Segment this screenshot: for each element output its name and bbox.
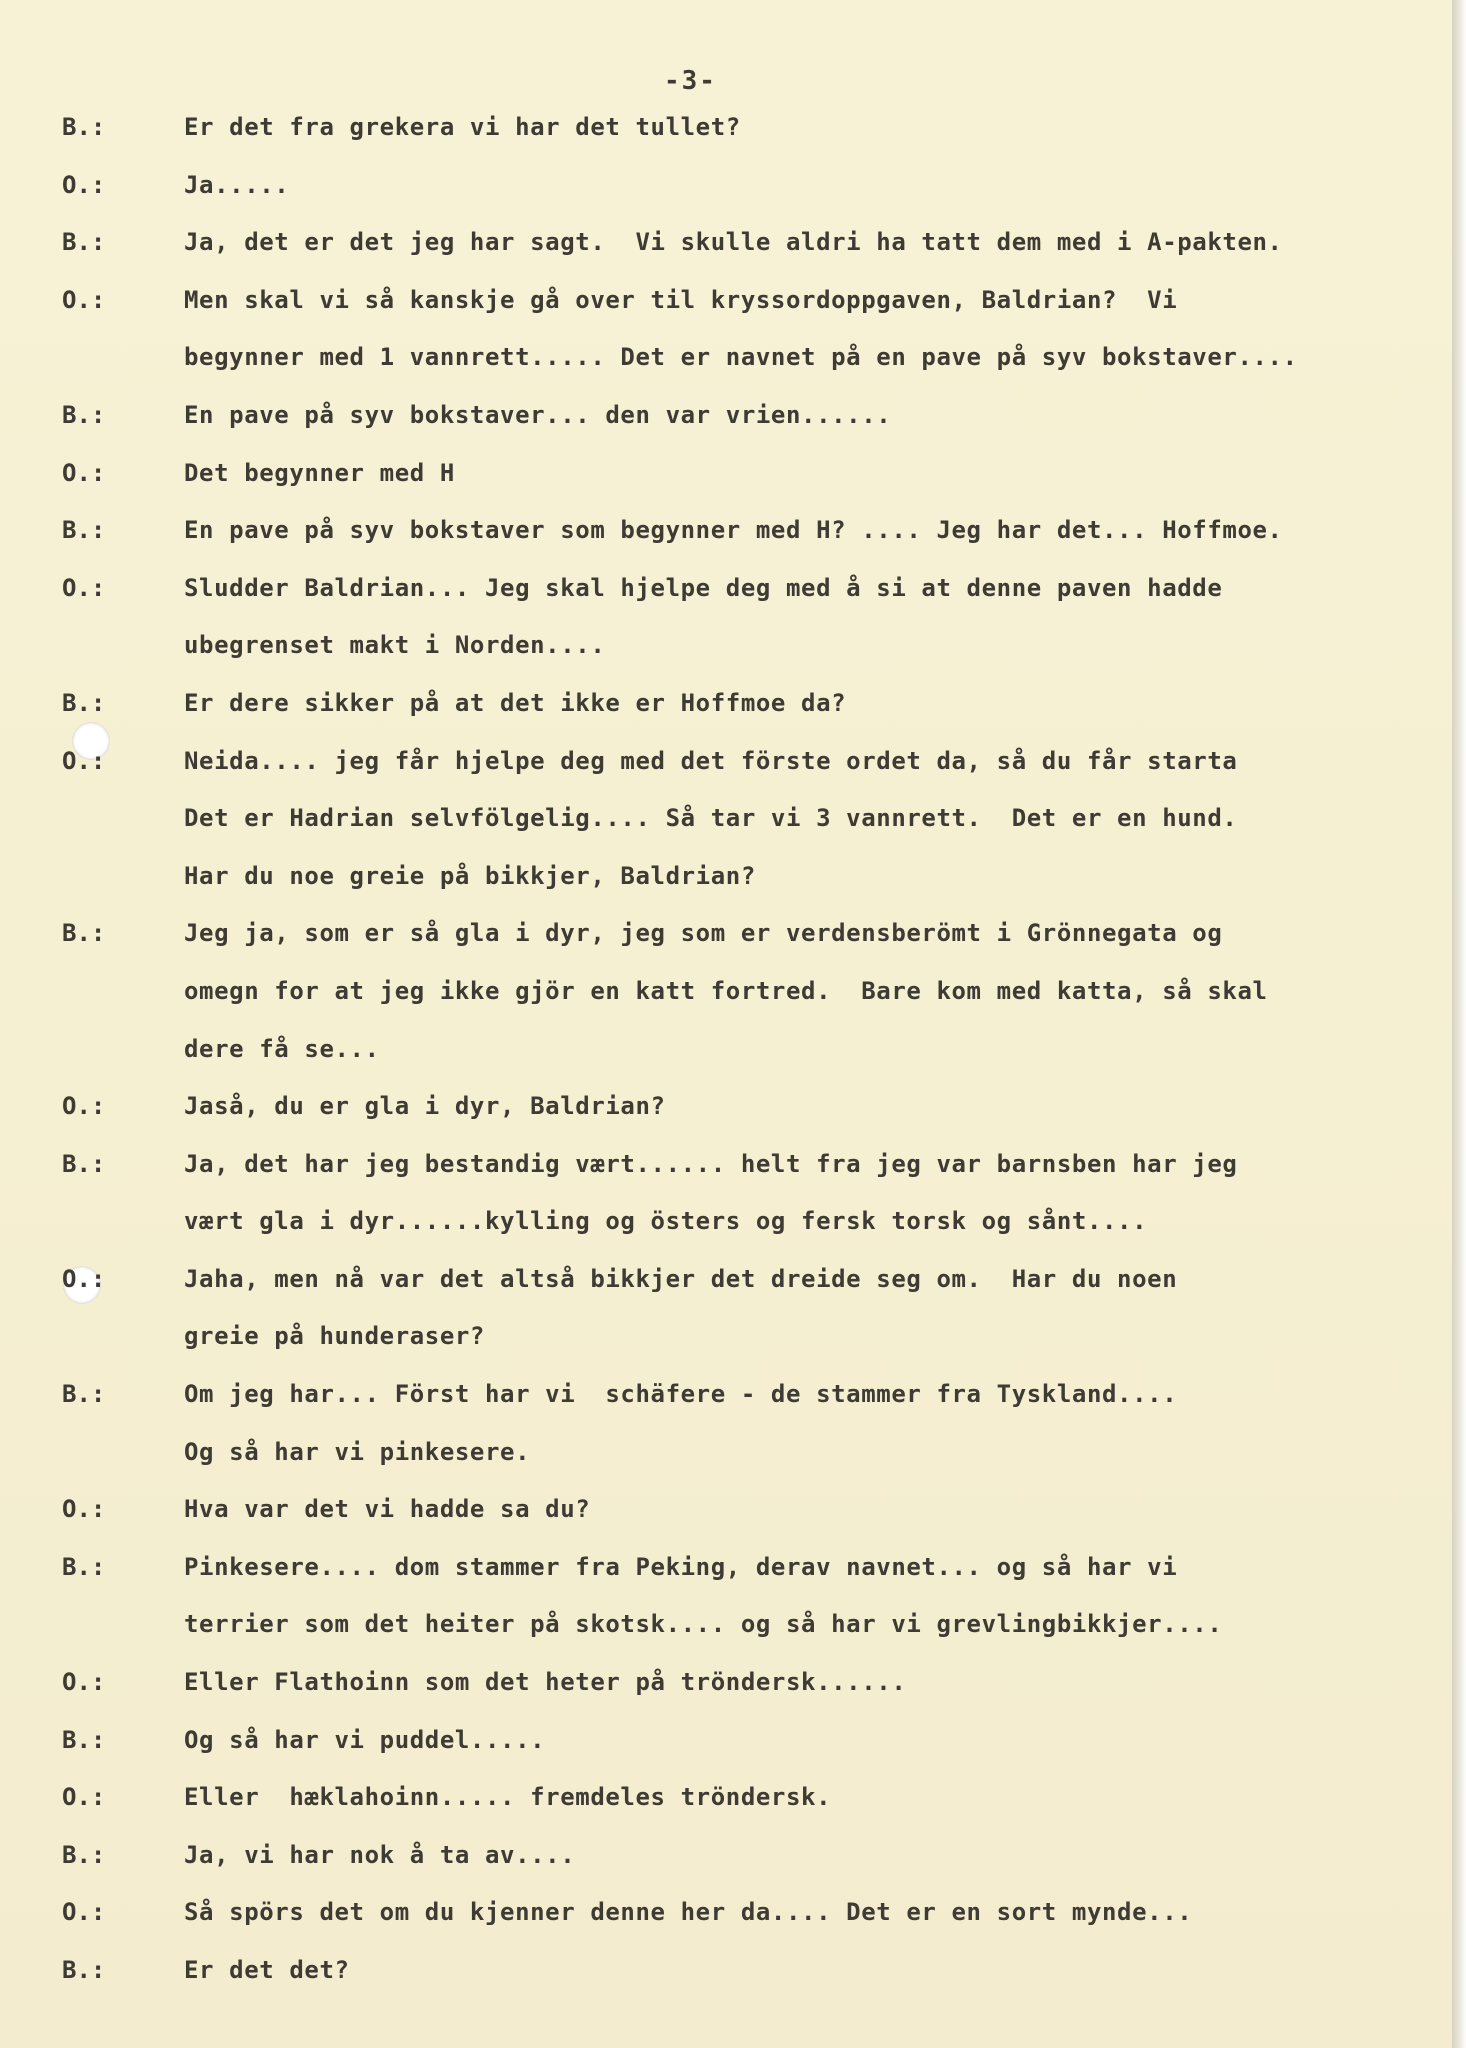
speaker-label: O.: xyxy=(62,1668,106,1697)
transcript-line xyxy=(0,342,1452,400)
transcript-line xyxy=(0,285,1452,343)
transcript-line xyxy=(0,688,1452,746)
speaker-label: B.: xyxy=(62,228,106,257)
line-text: Så spörs det om du kjenner denne her da.... Det er en sort mynde... xyxy=(184,1898,1193,1927)
speaker-label: B.: xyxy=(62,1552,106,1581)
line-text: Er det det? xyxy=(184,1956,350,1984)
speaker-label: O.: xyxy=(62,1495,106,1524)
transcript-line xyxy=(0,976,1452,1034)
line-text: Pinkesere.... dom stammer fra Peking, derav navnet... og så har vi xyxy=(184,1552,1178,1581)
line-text: dere få se... xyxy=(184,1034,380,1063)
line-text: Neida.... jeg får hjelpe deg med det förste ordet da, så du får starta xyxy=(184,746,1238,775)
transcript-line xyxy=(0,1897,1452,1955)
speaker-label: O.: xyxy=(62,170,106,199)
speaker-label: O.: xyxy=(62,1898,106,1927)
transcript-line xyxy=(0,1609,1452,1667)
transcript-line xyxy=(0,1667,1452,1725)
line-text: terrier som det heiter på skotsk.... og så har vi grevlingbikkjer.... xyxy=(184,1610,1223,1639)
line-text: Ja, det har jeg bestandig vært...... helt fra jeg var barnsben har jeg xyxy=(184,1149,1238,1178)
transcript-line xyxy=(0,400,1452,458)
transcript-line xyxy=(0,1321,1452,1379)
line-text: Eller hæklahoinn..... fremdeles tröndersk. xyxy=(184,1783,832,1812)
transcript xyxy=(0,112,1452,2013)
line-text: En pave på syv bokstaver... den var vrien...... xyxy=(184,400,892,429)
speaker-label: B.: xyxy=(62,1725,106,1754)
speaker-label: O.: xyxy=(62,458,106,487)
line-text: Ja..... xyxy=(184,170,290,199)
transcript-line xyxy=(0,1091,1452,1149)
line-text: Er det fra grekera vi har det tullet? xyxy=(184,113,741,141)
transcript-line xyxy=(0,1955,1452,2013)
transcript-line xyxy=(0,1206,1452,1264)
speaker-label: B.: xyxy=(62,1149,106,1178)
line-text: Jaså, du er gla i dyr, Baldrian? xyxy=(184,1092,666,1121)
transcript-line xyxy=(0,573,1452,631)
line-text: En pave på syv bokstaver som begynner med H? .... Jeg har det... Hoffmoe. xyxy=(184,516,1283,545)
transcript-line xyxy=(0,861,1452,919)
line-text: Har du noe greie på bikkjer, Baldrian? xyxy=(184,861,756,890)
speaker-label: O.: xyxy=(62,746,106,775)
transcript-line xyxy=(0,746,1452,804)
line-text: Og så har vi pinkesere. xyxy=(184,1437,531,1466)
line-text: Og så har vi puddel..... xyxy=(184,1725,546,1754)
line-text: Om jeg har... Först har vi schäfere - de stammer fra Tyskland.... xyxy=(184,1380,1178,1409)
transcript-line xyxy=(0,458,1452,516)
line-text: Sludder Baldrian... Jeg skal hjelpe deg med å si at denne paven hadde xyxy=(184,573,1223,602)
transcript-line xyxy=(0,515,1452,573)
line-text: greie på hunderaser? xyxy=(184,1322,485,1351)
speaker-label: B.: xyxy=(62,1840,106,1869)
speaker-label: O.: xyxy=(62,1264,106,1293)
line-text: Ja, vi har nok å ta av.... xyxy=(184,1840,576,1869)
speaker-label: O.: xyxy=(62,1092,106,1121)
speaker-label: B.: xyxy=(62,1380,106,1409)
line-text: Men skal vi så kanskje gå over til kryssordoppgaven, Baldrian? Vi xyxy=(184,285,1178,314)
speaker-label: B.: xyxy=(62,919,106,948)
transcript-line xyxy=(0,112,1452,170)
line-text: Ja, det er det jeg har sagt. Vi skulle aldri ha tatt dem med i A-pakten. xyxy=(184,228,1283,257)
page-number: -3- xyxy=(664,66,717,96)
speaker-label: B.: xyxy=(62,400,106,429)
transcript-line xyxy=(0,803,1452,861)
transcript-line xyxy=(0,1034,1452,1092)
transcript-line xyxy=(0,1494,1452,1552)
paper-edge xyxy=(1452,0,1466,2048)
line-text: ubegrenset makt i Norden.... xyxy=(184,631,606,660)
transcript-line xyxy=(0,1437,1452,1495)
line-text: Jaha, men nå var det altså bikkjer det dreide seg om. Har du noen xyxy=(184,1264,1178,1293)
transcript-line xyxy=(0,1552,1452,1610)
line-text: Eller Flathoinn som det heter på tröndersk...... xyxy=(184,1668,907,1697)
speaker-label: O.: xyxy=(62,285,106,314)
transcript-line xyxy=(0,918,1452,976)
speaker-label: O.: xyxy=(62,1783,106,1812)
speaker-label: B.: xyxy=(62,516,106,545)
transcript-line xyxy=(0,630,1452,688)
speaker-label: B.: xyxy=(62,688,106,717)
line-text: Jeg ja, som er så gla i dyr, jeg som er verdensberömt i Grönnegata og xyxy=(184,919,1223,948)
transcript-line xyxy=(0,1840,1452,1898)
speaker-label: B.: xyxy=(62,113,106,141)
transcript-line xyxy=(0,1782,1452,1840)
line-text: Er dere sikker på at det ikke er Hoffmoe da? xyxy=(184,688,847,717)
line-text: vært gla i dyr......kylling og östers og fersk torsk og sånt.... xyxy=(184,1207,1148,1236)
transcript-line xyxy=(0,170,1452,228)
transcript-line xyxy=(0,227,1452,285)
speaker-label: B.: xyxy=(62,1956,106,1984)
transcript-line xyxy=(0,1264,1452,1322)
line-text: begynner med 1 vannrett..... Det er navnet på en pave på syv bokstaver.... xyxy=(184,343,1298,372)
transcript-line xyxy=(0,1725,1452,1783)
transcript-line xyxy=(0,1149,1452,1207)
speaker-label: O.: xyxy=(62,573,106,602)
line-text: Det begynner med H xyxy=(184,458,455,487)
line-text: omegn for at jeg ikke gjör en katt fortred. Bare kom med katta, så skal xyxy=(184,976,1268,1005)
line-text: Hva var det vi hadde sa du? xyxy=(184,1495,591,1524)
line-text: Det er Hadrian selvfölgelig.... Så tar vi 3 vannrett. Det er en hund. xyxy=(184,804,1238,833)
transcript-line xyxy=(0,1379,1452,1437)
